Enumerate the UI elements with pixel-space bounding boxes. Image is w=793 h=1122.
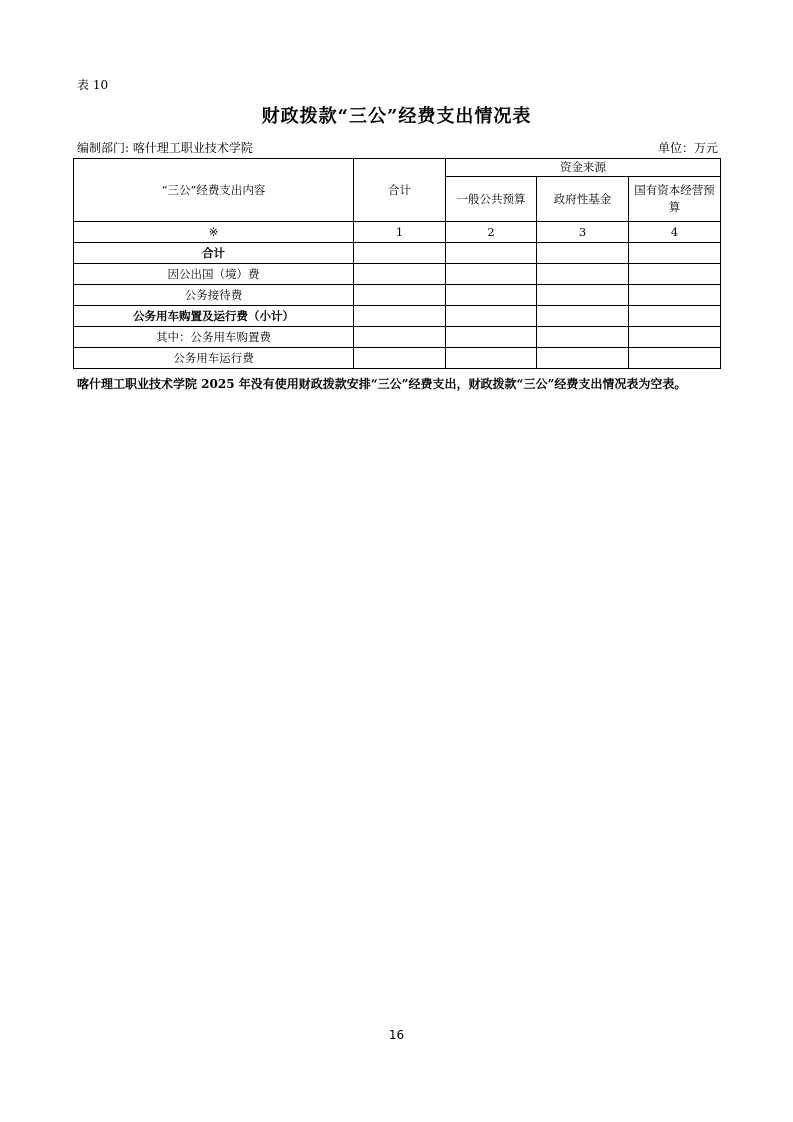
data-cell: [354, 264, 446, 285]
header-state-capital-cell: 国有资本经营预算: [629, 177, 721, 222]
data-cell: [629, 243, 721, 264]
row-label-reception: 公务接待费: [74, 285, 354, 306]
row-label-vehicle-purchase: 其中：公务用车购置费: [74, 327, 354, 348]
header-row-1: [74, 159, 721, 177]
data-cell: [354, 348, 446, 369]
data-cell: [446, 348, 537, 369]
data-cell: [537, 264, 629, 285]
data-cell: [537, 306, 629, 327]
index-cell: 1: [354, 222, 446, 243]
data-cell: [446, 243, 537, 264]
unit-label: 单位：万元: [657, 141, 718, 155]
index-cell: 4: [629, 222, 721, 243]
data-cell: [354, 327, 446, 348]
expense-table: [73, 158, 721, 369]
data-cell: [537, 243, 629, 264]
data-cell: [446, 306, 537, 327]
index-cell: ※: [74, 222, 354, 243]
table-number: 表 10: [77, 78, 109, 92]
data-cell: [537, 348, 629, 369]
data-cell: [629, 285, 721, 306]
data-cell: [446, 327, 537, 348]
meta-row: [77, 140, 718, 156]
footnote: 喀什理工职业技术学院 2025 年没有使用财政拨款安排“三公”经费支出，财政拨款“三公”经费支出情况表为空表。: [77, 377, 687, 391]
header-source-cell: 资金来源: [446, 159, 721, 177]
table-row: [74, 264, 721, 285]
data-cell: [537, 327, 629, 348]
table-row: [74, 306, 721, 327]
index-cell: 3: [537, 222, 629, 243]
table-row: [74, 327, 721, 348]
data-cell: [446, 264, 537, 285]
index-cell: 2: [446, 222, 537, 243]
table-row: [74, 348, 721, 369]
data-cell: [537, 285, 629, 306]
data-cell: [354, 243, 446, 264]
index-row: [74, 222, 721, 243]
table-row: [74, 243, 721, 264]
row-label-total: 合计: [74, 243, 354, 264]
data-cell: [629, 306, 721, 327]
row-label-vehicle-operation: 公务用车运行费: [74, 348, 354, 369]
header-gov-fund-cell: 政府性基金: [537, 177, 629, 222]
header-general-budget-cell: 一般公共预算: [446, 177, 537, 222]
data-cell: [354, 285, 446, 306]
data-cell: [446, 285, 537, 306]
data-cell: [629, 264, 721, 285]
row-label-vehicle-subtotal: 公务用车购置及运行费（小计）: [74, 306, 354, 327]
table-row: [74, 285, 721, 306]
data-cell: [629, 327, 721, 348]
department-label: 编制部门: 喀什理工职业技术学院: [77, 141, 253, 155]
document-title: 财政拨款“三公”经费支出情况表: [261, 106, 532, 127]
header-total-cell: 合计: [354, 159, 446, 222]
header-item-cell: “三公”经费支出内容: [74, 159, 354, 222]
data-cell: [354, 306, 446, 327]
row-label-overseas-travel: 因公出国（境）费: [74, 264, 354, 285]
data-cell: [629, 348, 721, 369]
page-number: 16: [388, 1028, 405, 1042]
